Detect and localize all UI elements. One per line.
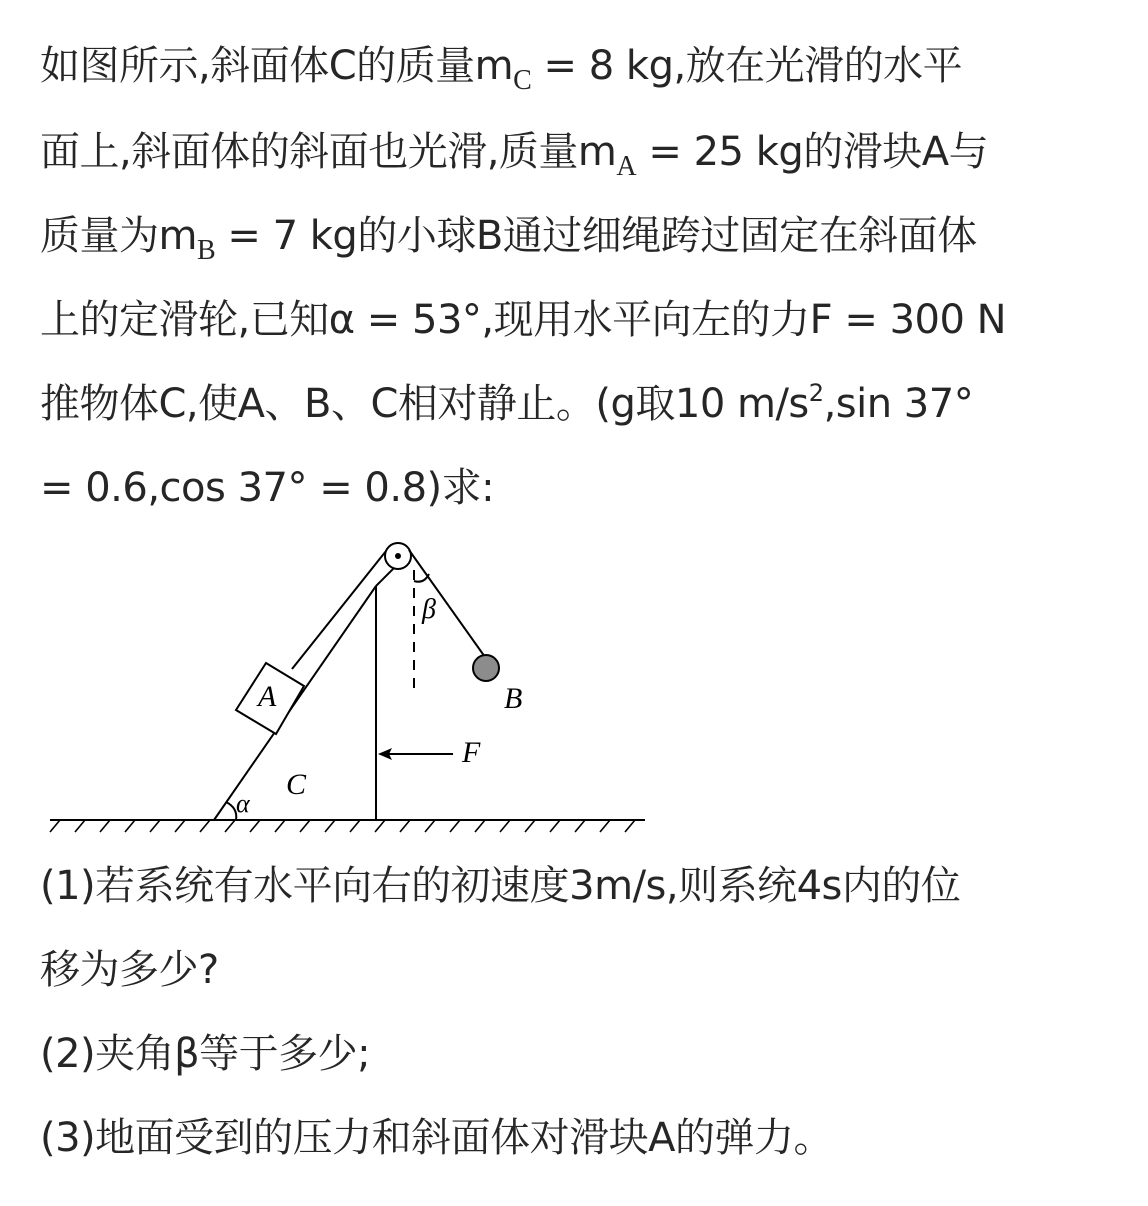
- problem-line-1: 如图所示,斜面体C的质量$m_C = 8$ kg,放在光滑的水平: [40, 43, 963, 96]
- ball-b: [473, 655, 499, 681]
- problem-line-4: 上的定滑轮,已知α = 53°,现用水平向左的力F = 300 N: [40, 297, 1007, 343]
- label-a: A: [258, 680, 277, 713]
- problem-line-6: = 0.6,cos 37° = 0.8)求:: [40, 465, 495, 511]
- label-c: C: [286, 768, 307, 801]
- physics-diagram: [40, 530, 660, 840]
- label-beta: β: [422, 594, 436, 625]
- alpha-arc: [226, 802, 236, 820]
- label-f: F: [462, 736, 481, 769]
- question-1-cont: 移为多少?: [40, 947, 219, 993]
- problem-line-2: 面上,斜面体的斜面也光滑,质量$m_A = 25$ kg的滑块A与: [40, 129, 989, 182]
- question-1: (1)若系统有水平向右的初速度3m/s,则系统4s内的位: [40, 863, 961, 909]
- question-3: (3)地面受到的压力和斜面体对滑块A的弹力。: [40, 1115, 834, 1161]
- ground-hatching: [50, 820, 635, 832]
- rope-b: [409, 550, 485, 657]
- label-b: B: [504, 682, 523, 715]
- problem-line-5: 推物体C,使A、B、C相对静止。(g取10 $m/s^2,\sin$ 37°: [40, 379, 974, 427]
- problem-line-3: 质量为$m_B = 7$ kg的小球B通过细绳跨过固定在斜面体: [40, 213, 977, 266]
- question-2: (2)夹角β等于多少;: [40, 1031, 371, 1077]
- label-alpha: α: [236, 789, 250, 818]
